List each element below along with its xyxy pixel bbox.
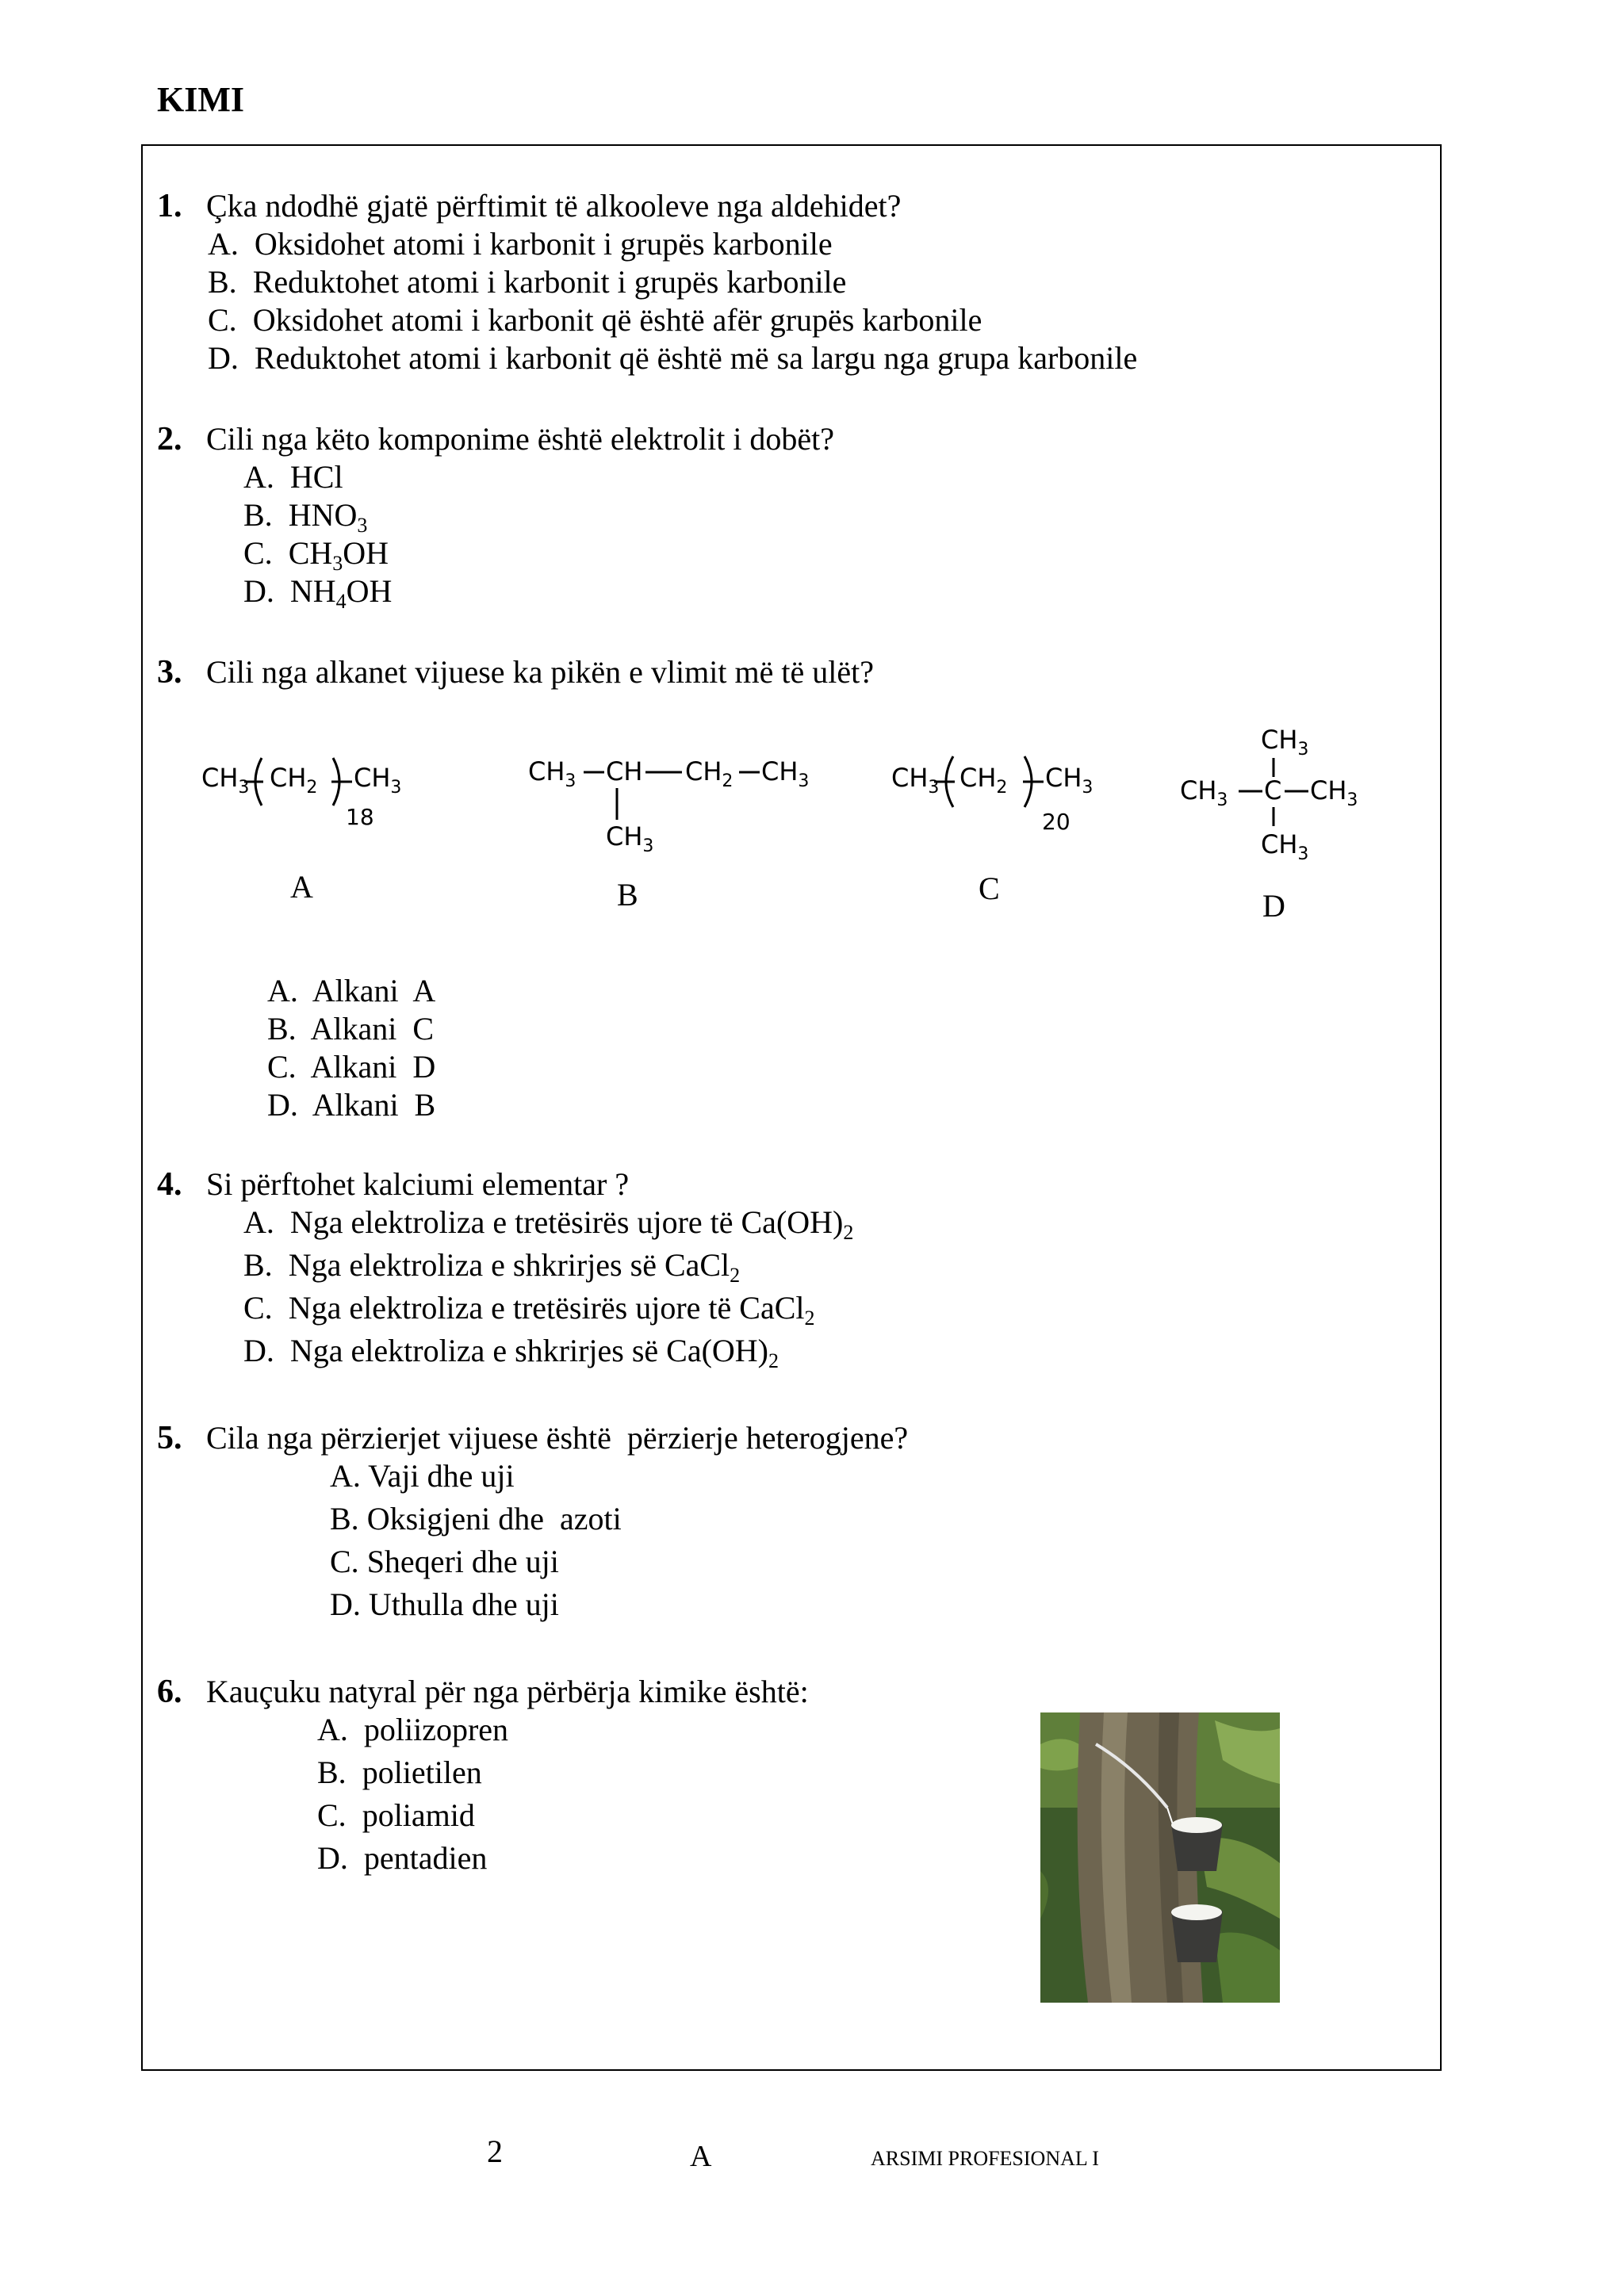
svg-text:CH2: $CH_2$	[270, 763, 318, 798]
option-2d: D. $NH_4OH$	[243, 573, 393, 613]
option-1d: D. Reduktohet atomi i karbonit që është më sa largu nga grupa karbonile	[208, 340, 1138, 376]
svg-text:CH2: $CH_2$	[685, 756, 733, 791]
option-5d: D. Uthulla dhe uji	[330, 1586, 559, 1622]
question-text: Kauçuku natyral për nga përbërja kimike është:	[206, 1674, 809, 1709]
structure-label: D	[1262, 888, 1285, 924]
svg-text:CH3: $CH_3$	[606, 821, 654, 856]
structure-b	[523, 737, 841, 928]
program-name: ARSIMI PROFESIONAL I	[871, 2147, 1099, 2170]
question-text: Çka ndodhë gjatë përftimit të alkooleve nga aldehidet?	[206, 188, 902, 224]
svg-text:18: 18	[346, 804, 374, 830]
svg-text:CH3: $CH_3$	[1045, 763, 1094, 798]
option-6b: B. polietilen	[317, 1755, 482, 1790]
structure-d	[1174, 714, 1380, 928]
rubber-tree-photo	[1040, 1712, 1280, 2003]
svg-text:CH3: $CH_3$	[1261, 725, 1309, 760]
option-3a: A. Alkani A	[267, 973, 436, 1008]
structure-label: A	[290, 869, 313, 905]
option-5a: A. Vaji dhe uji	[330, 1458, 515, 1494]
svg-text:CH: CH	[606, 756, 643, 786]
option-1c: C. Oksidohet atomi i karbonit që është afër grupës karbonile	[208, 302, 982, 338]
question-number: 3.	[157, 654, 182, 691]
option-4c: C. Nga elektroliza e tretësirës ujore të CaCl$_2$	[243, 1290, 815, 1330]
question-number: 2.	[157, 421, 182, 457]
exam-variant: A	[690, 2140, 712, 2173]
svg-text:CH3: $CH_3$	[1261, 829, 1309, 864]
option-5c: C. Sheqeri dhe uji	[330, 1544, 559, 1579]
svg-text:CH3: $CH_3$	[1310, 775, 1358, 810]
option-6d: D. pentadien	[317, 1840, 488, 1876]
structure-a	[198, 737, 428, 928]
option-3c: C. Alkani D	[267, 1049, 436, 1085]
question-text: Cili nga alkanet vijuese ka pikën e vlimit më të ulët?	[206, 654, 874, 690]
option-1a: A. Oksidohet atomi i karbonit i grupës karbonile	[208, 226, 833, 262]
structure-label: B	[617, 877, 638, 913]
option-4b: B. Nga elektroliza e shkrirjes së CaCl$_2$	[243, 1247, 741, 1287]
option-4a: A. Nga elektroliza e tretësirës ujore të $Ca(OH)_2$	[243, 1204, 854, 1244]
option-1b: B. Reduktohet atomi i karbonit i grupës karbonile	[208, 264, 847, 300]
question-number: 6.	[157, 1674, 182, 1710]
rubber-tree-illustration	[1040, 1712, 1280, 2003]
question-text: Si përftohet kalciumi elementar ?	[206, 1166, 630, 1202]
option-4d: D. Nga elektroliza e shkrirjes së $Ca(OH)_2$	[243, 1333, 779, 1372]
option-2a: A. HCl	[243, 459, 343, 495]
svg-text:CH3: $CH_3$	[761, 756, 810, 791]
structure-c	[888, 737, 1126, 928]
svg-text:CH3: $CH_3$	[528, 756, 576, 791]
svg-text:CH2: $CH_2$	[959, 763, 1008, 798]
subject-title: KIMI	[157, 80, 244, 119]
structure-label: C	[979, 871, 1000, 906]
svg-text:CH3: $CH_3$	[354, 763, 402, 798]
option-6a: A. poliizopren	[317, 1712, 509, 1747]
svg-text:20: 20	[1042, 809, 1071, 835]
svg-text:CH3: $CH_3$	[891, 763, 940, 798]
option-3d: D. Alkani B	[267, 1087, 436, 1123]
option-2b: B. $HNO_3$	[243, 497, 368, 537]
option-3b: B. Alkani C	[267, 1011, 435, 1047]
svg-text:CH3: $CH_3$	[201, 763, 250, 798]
svg-text:C: C	[1264, 775, 1282, 806]
question-number: 4.	[157, 1166, 182, 1203]
option-5b: B. Oksigjeni dhe azoti	[330, 1501, 622, 1536]
option-2c: C. $CH_3OH$	[243, 535, 389, 575]
question-text: Cili nga këto komponime është elektrolit i dobët?	[206, 421, 835, 457]
option-6c: C. poliamid	[317, 1797, 475, 1833]
page-number: 2	[487, 2133, 503, 2169]
question-text: Cila nga përzierjet vijuese është përzierje heterogjene?	[206, 1420, 909, 1456]
question-number: 1.	[157, 188, 182, 224]
question-number: 5.	[157, 1420, 182, 1456]
svg-text:CH3: $CH_3$	[1180, 775, 1228, 810]
